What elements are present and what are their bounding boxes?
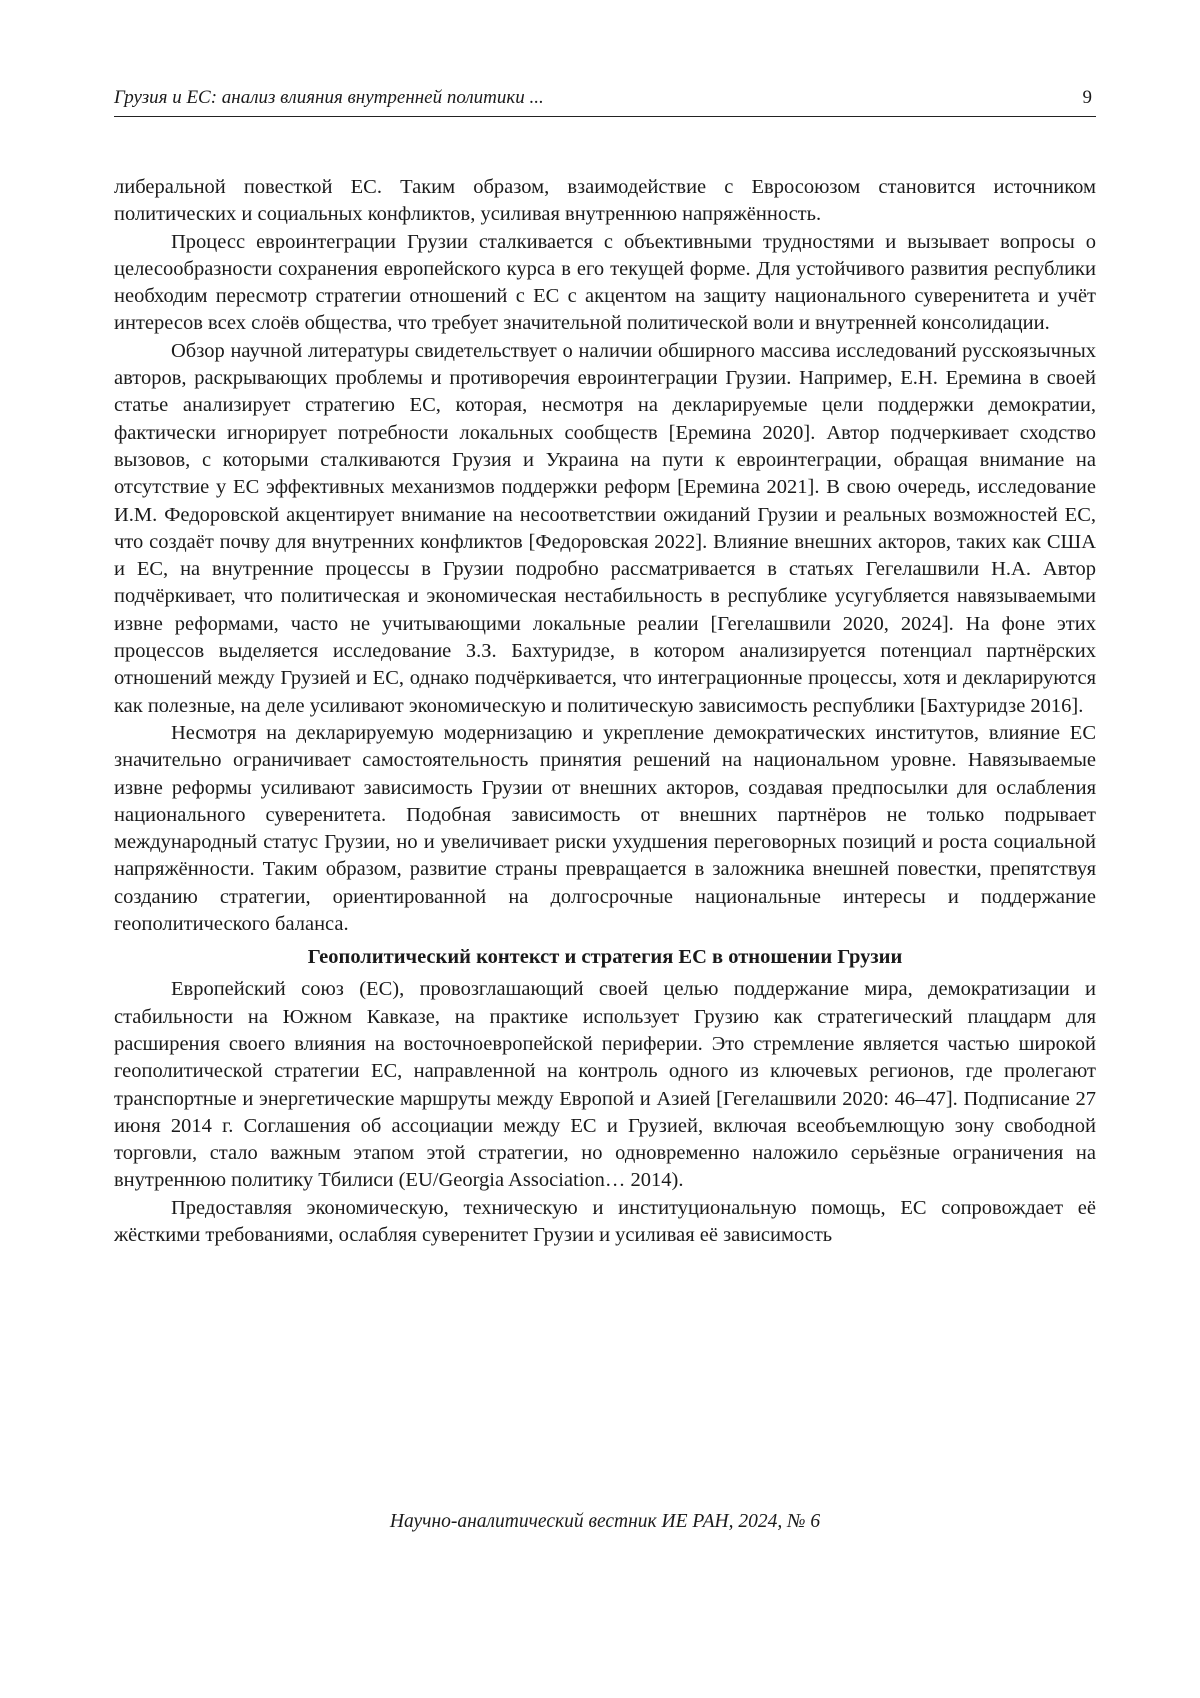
article-body [114,174,1096,1249]
paragraph: Предоставляя экономическую, техническую и институциональную помощь, ЕС сопровождает её жёсткими требованиями, ослабляя суверенитет Грузии и усиливая её зависимость [114,1196,1096,1246]
paragraph: Обзор научной литературы свидетельствует о наличии обширного массива исследований русскоязычных авторов, раскрывающих проблемы и противоречия евроинтеграции Грузии. Например, Е.Н. Еремина в своей статье анализирует стратегию ЕС, которая, несмотря на декларируемые цели поддержки демократии, фактически игнорирует потребности локальных сообществ [Еремина 2020]. Автор подчеркивает сходство вызовов, с которыми сталкиваются Грузия и Украина на пути к евроинтеграции, обращая внимание на отсутствие у ЕС эффективных механизмов поддержки реформ [Еремина 2021]. В свою очередь, исследование И.М. Федоровской акцентирует внимание на несоответствии ожиданий Грузии и реальных возможностей ЕС, что создаёт почву для внутренних конфликтов [Федоровская 2022]. Влияние внешних акторов, таких как США и ЕС, на внутренние процессы в Грузии подробно рассматривается в статьях Гегелашвили Н.А. Автор подчёркивает, что политическая и экономическая нестабильность в республике усугубляется навязываемыми извне реформами, часто не учитывающими локальные реалии [Гегелашвили 2020, 2024]. На фоне этих процессов выделяется исследование З.З. Бахтуридзе, в котором анализируется потенциал партнёрских отношений между Грузией и ЕС, однако подчёркивается, что интеграционные процессы, хотя и декларируются как полезные, на деле усиливают экономическую и политическую зависимость республики [Бахтуридзе 2016]. [114,339,1096,717]
paragraph-continued: либеральной повесткой ЕС. Таким образом, взаимодействие с Евросоюзом становится источником политических и социальных конфликтов, усиливая внутреннюю напряжённость. [114,176,1096,226]
running-header [114,84,1096,117]
paragraph: Европейский союз (ЕС), провозглашающий своей целью поддержание мира, демократизации и стабильности на Южном Кавказе, на практике использует Грузию как стратегический плацдарм для расширения своего влияния на восточноевропейской периферии. Это стремление является частью широкой геополитической стратегии ЕС, направленной на контроль одного из ключевых регионов, где пролегают транспортные и энергетические маршруты между Европой и Азией [Гегелашвили 2020: 46–47]. Подписание 27 июня 2014 г. Соглашения об ассоциации между ЕС и Грузией, включая всеобъемлющую зону свободной торговли, стало важным этапом этой стратегии, но одновременно наложило серьёзные ограничения на внутреннюю политику Тбилиси (EU/Georgia Association… 2014). [114,978,1096,1192]
page-number: 9 [1082,87,1092,108]
running-title: Грузия и ЕС: анализ влияния внутренней политики ... [114,87,544,108]
section-heading: Геополитический контекст и стратегия ЕС в отношении Грузии [307,946,903,969]
paragraph: Несмотря на декларируемую модернизацию и укрепление демократических институтов, влияние ЕС значительно ограничивает самостоятельность принятия решений на национальном уровне. Навязываемые извне реформы усиливают зависимость Грузии от внешних акторов, создавая предпосылки для ослабления национального суверенитета. Подобная зависимость от внешних партнёров не только подрывает международный статус Грузии, но и увеличивает риски ухудшения переговорных позиций и роста социальной напряжённости. Таким образом, развитие страны превращается в заложника внешней повестки, препятствуя созданию стратегии, ориентированной на долгосрочные национальные интересы и поддержание геополитического баланса. [114,721,1096,936]
journal-footer: Научно-аналитический вестник ИЕ РАН, 2024, № 6 [389,1511,821,1532]
paragraph: Процесс евроинтеграции Грузии сталкивается с объективными трудностями и вызывает вопросы о целесообразности сохранения европейского курса в его текущей форме. Для устойчивого развития республики необходим пересмотр стратегии отношений с ЕС с акцентом на защиту национального суверенитета и учёт интересов всех слоёв общества, что требует значительной политической воли и внутренней консолидации. [114,230,1096,335]
